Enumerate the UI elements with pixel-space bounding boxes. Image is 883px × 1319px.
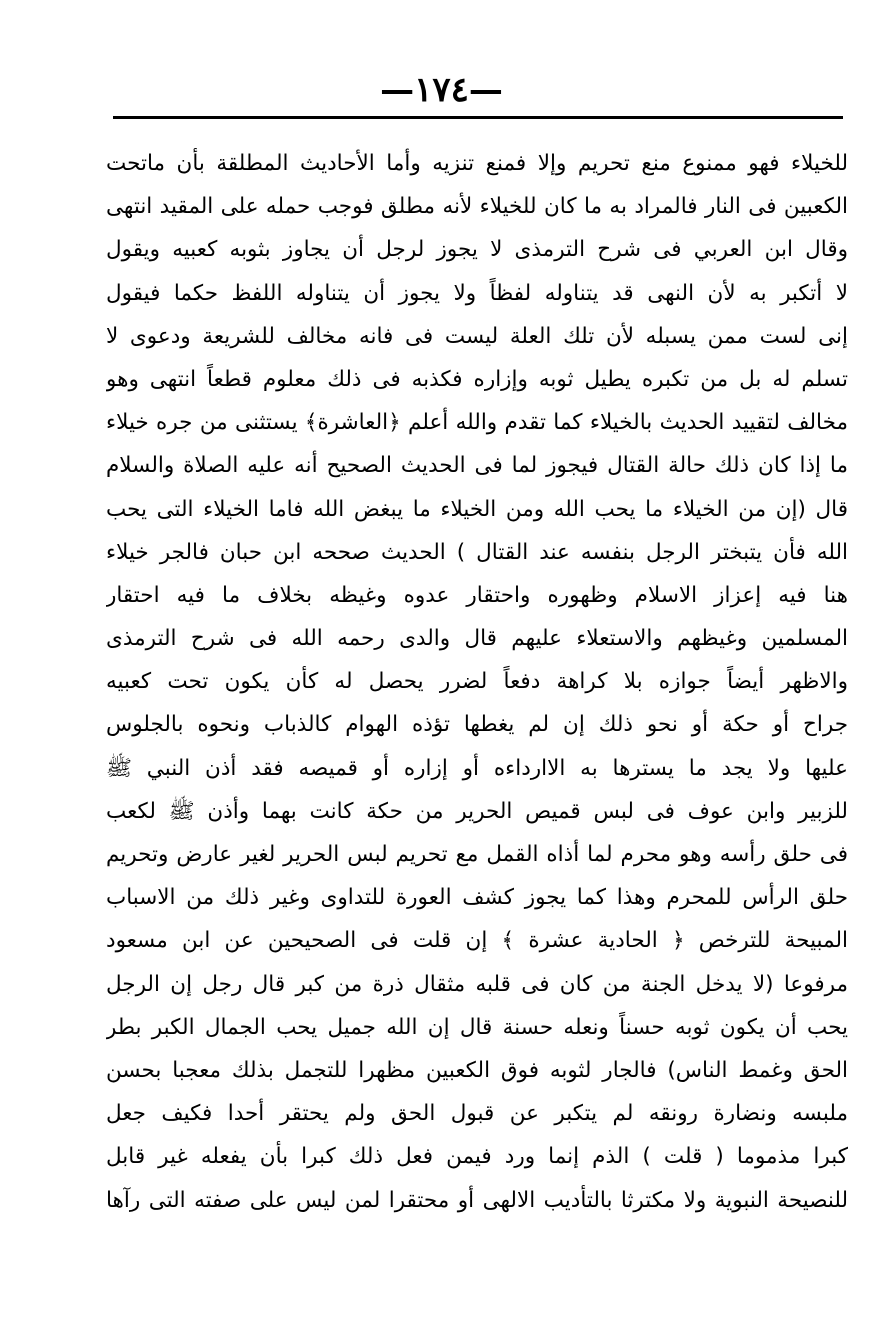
text-line: تسلم له بل من تكبره يطيل ثوبه وإزاره فكذبه فى ذلك معلوم قطعاً انتهى وهو (106, 366, 848, 392)
text-line: وقال ابن العربي فى شرح الترمذى لا يجوز لرجل أن يجاوز بثوبه كعبيه ويقول (106, 237, 848, 263)
text-line: الله فأن يتبختر الرجل بنفسه عند القتال ) الحديث صححه ابن حبان فالجر خيلاء (106, 539, 848, 565)
text-line: هنا فيه إعزاز الاسلام وظهوره واحتقار عدوه وغيظه بخلاف ما فيه احتقار (106, 582, 848, 608)
text-line: والاظهر أيضاً جوازه بلا كراهة دفعاً لضرر يحصل له كأن يكون تحت كعبيه (106, 669, 848, 695)
text-line: الحق وغمط الناس) فالجار لثوبه فوق الكعبين مظهرا للتجمل بذلك معجبا بحسن (106, 1057, 848, 1083)
text-line: ملبسه ونضارة رونقه لم يتكبر عن قبول الحق ولم يحتقر أحدا فكيف جعل (106, 1101, 848, 1127)
page-number: —١٧٤— (380, 70, 503, 110)
text-line: الكعبين فى النار فالمراد به ما كان للخيلاء لأنه مطلق فوجب حمله على المقيد انتهى (106, 194, 848, 220)
text-line: المسلمين وغيظهم والاستعلاء عليهم قال والدى رحمه الله فى شرح الترمذى (106, 626, 848, 652)
text-line: جراح أو حكة أو نحو ذلك إن لم يغطها تؤذه الهوام كالذباب ونحوه بالجلوس (106, 712, 848, 738)
body-text (106, 142, 848, 1222)
text-line: المبيحة للترخص ﴿ الحادية عشرة ﴾ إن قلت فى الصحيحين عن ابن مسعود (106, 928, 848, 954)
text-line: للخيلاء فهو ممنوع منع تحريم وإلا فمنع تنزيه وأما الأحاديث المطلقة بأن ماتحت (106, 151, 848, 176)
text-line: لا أتكبر به لأن النهى قد يتناوله لفظاً ولا يجوز أن يتناوله اللفظ حكما فيقول (106, 280, 848, 306)
text-line: يحب أن يكون ثوبه حسناً ونعله حسنة قال إن الله جميل يحب الجمال الكبر بطر (106, 1014, 848, 1040)
text-line: عليها ولا يجد ما يسترها به الاارداءه أو إزاره أو قميصه فقد أذن النبي ﷺ (106, 755, 848, 781)
text-line: فى حلق رأسه وهو محرم لما أذاه القمل مع تحريم لبس الحرير لغير عارض وتحريم (106, 842, 848, 867)
header-rule (113, 116, 843, 119)
text-line: إنى لست ممن يسبله لأن تلك العلة ليست فى فانه مخالف للشريعة ودعوى لا (106, 323, 848, 349)
text-line: قال (إن من الخيلاء ما يحب الله ومن الخيلاء ما يبغض الله فاما الخيلاء التى يحب (106, 496, 848, 522)
text-line: حلق الرأس للمحرم وهذا كما يجوز كشف العورة للتداوى وغير ذلك من الاسباب (106, 885, 848, 911)
text-line: للزبير وابن عوف فى لبس قميص الحرير من حكة كانت بهما وأذن ﷺ لكعب (106, 798, 848, 824)
text-line: مرفوعا (لا يدخل الجنة من كان فى قلبه مثقال ذرة من كبر قال رجل إن الرجل (106, 971, 848, 997)
text-line: ما إذا كان ذلك حالة القتال فيجوز لما فى الحديث الصحيح أنه عليه الصلاة والسلام (106, 453, 848, 479)
text-line: للنصيحة النبوية ولا مكترثا بالتأديب الالهى أو محتقرا لمن ليس على صفته التى رآها (106, 1187, 848, 1213)
text-line: مخالف لتقييد الحديث بالخيلاء كما تقدم والله أعلم ﴿العاشرة﴾ يستثنى من جره خيلاء (106, 410, 848, 436)
text-line: كبرا مذموما ( قلت ) الذم إنما ورد فيمن فعل ذلك كبرا بأن يفعله غير قابل (106, 1144, 848, 1170)
